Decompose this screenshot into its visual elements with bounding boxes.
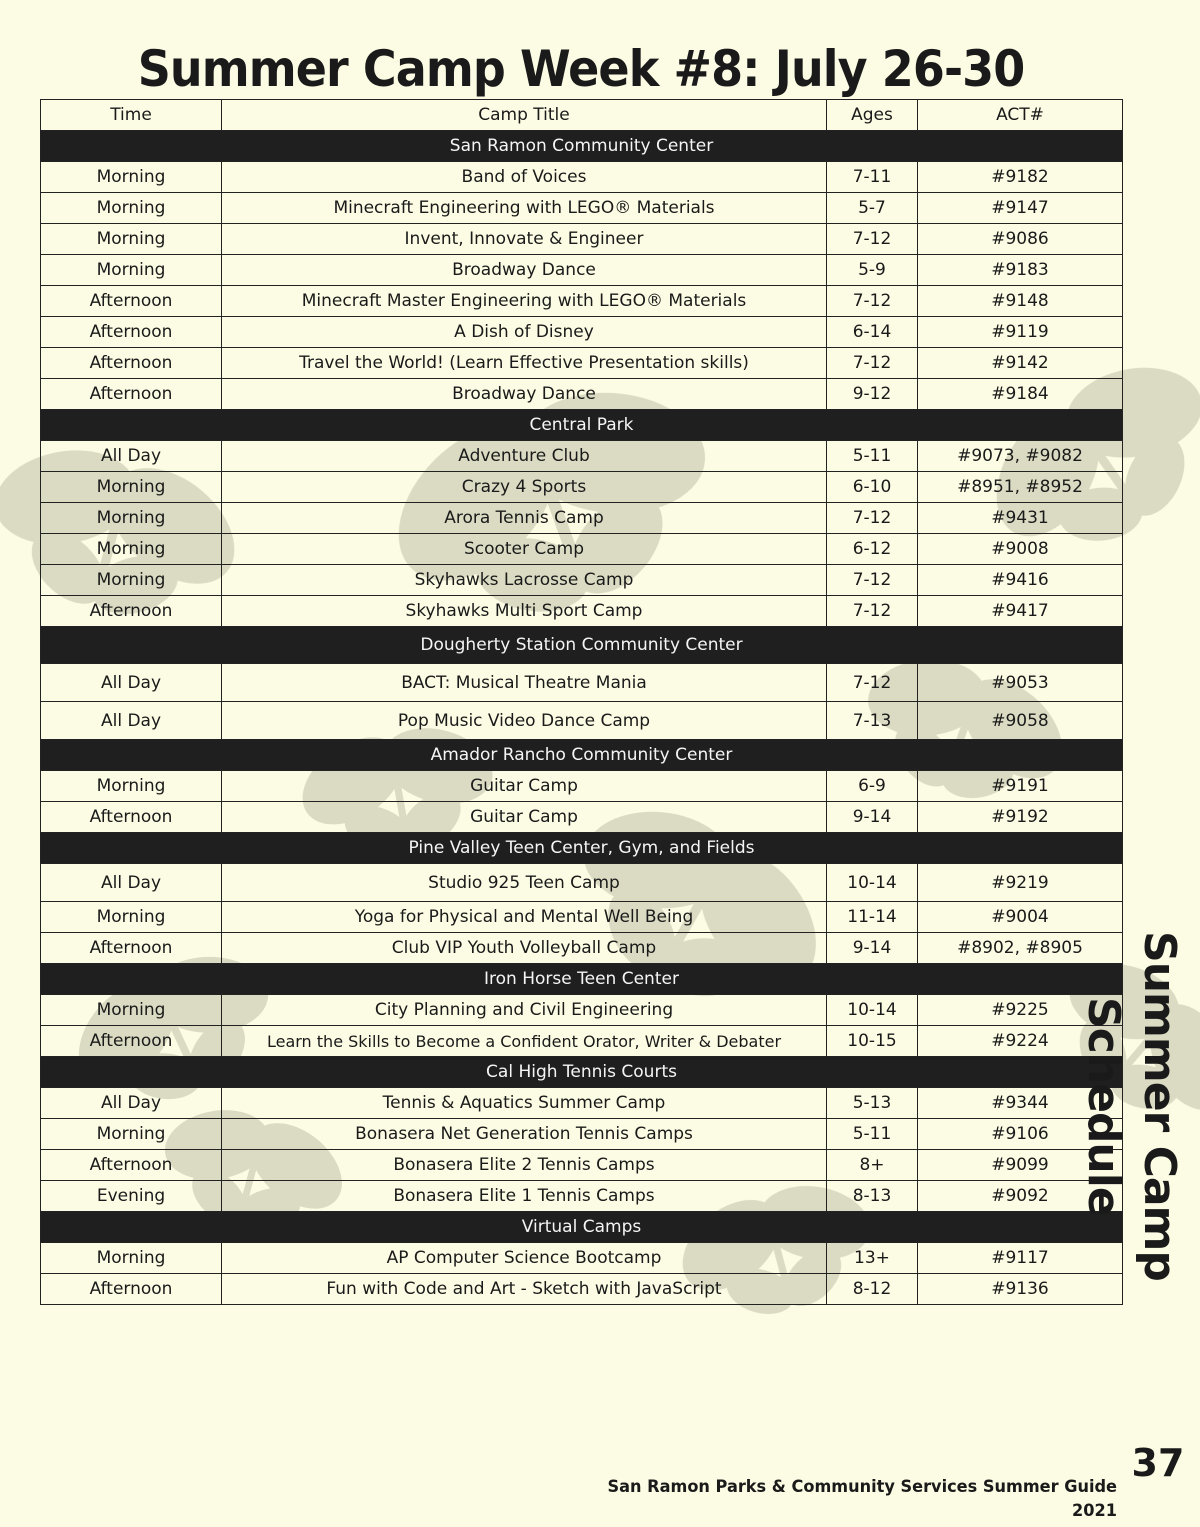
cell-ages: 6-9 — [827, 771, 918, 802]
cell-act-number: #9147 — [918, 193, 1123, 224]
cell-time: Morning — [41, 224, 222, 255]
cell-camp-title: Arora Tennis Camp — [222, 503, 827, 534]
section-title: Central Park — [41, 410, 1123, 441]
section-title: San Ramon Community Center — [41, 131, 1123, 162]
table-row — [41, 162, 1123, 193]
cell-time: Afternoon — [41, 802, 222, 833]
cell-act-number: #9224 — [918, 1026, 1123, 1057]
section-title: Cal High Tennis Courts — [41, 1057, 1123, 1088]
cell-act-number: #9058 — [918, 702, 1123, 740]
cell-time: Afternoon — [41, 596, 222, 627]
table-row — [41, 379, 1123, 410]
cell-time: Afternoon — [41, 1274, 222, 1305]
cell-act-number: #8951, #8952 — [918, 472, 1123, 503]
table-row — [41, 702, 1123, 740]
section-header-row — [41, 131, 1123, 162]
table-row — [41, 224, 1123, 255]
cell-ages: 7-12 — [827, 503, 918, 534]
cell-act-number: #9004 — [918, 902, 1123, 933]
cell-ages: 7-12 — [827, 286, 918, 317]
cell-camp-title: Broadway Dance — [222, 379, 827, 410]
cell-time: Morning — [41, 995, 222, 1026]
cell-time: Afternoon — [41, 1150, 222, 1181]
cell-camp-title: Band of Voices — [222, 162, 827, 193]
cell-camp-title: Bonasera Elite 2 Tennis Camps — [222, 1150, 827, 1181]
cell-ages: 5-9 — [827, 255, 918, 286]
section-title: Dougherty Station Community Center — [41, 627, 1123, 664]
cell-ages: 7-12 — [827, 224, 918, 255]
cell-camp-title: A Dish of Disney — [222, 317, 827, 348]
cell-ages: 8-13 — [827, 1181, 918, 1212]
table-row — [41, 503, 1123, 534]
cell-time: Morning — [41, 255, 222, 286]
page-number: 37 — [1131, 1441, 1185, 1485]
cell-camp-title: Travel the World! (Learn Effective Presentation skills) — [222, 348, 827, 379]
cell-ages: 6-14 — [827, 317, 918, 348]
table-row — [41, 771, 1123, 802]
table-row — [41, 565, 1123, 596]
cell-time: All Day — [41, 664, 222, 702]
table-row — [41, 933, 1123, 964]
cell-time: All Day — [41, 1088, 222, 1119]
cell-ages: 7-13 — [827, 702, 918, 740]
section-header-row — [41, 410, 1123, 441]
cell-time: All Day — [41, 702, 222, 740]
table-row — [41, 1088, 1123, 1119]
cell-camp-title: Skyhawks Lacrosse Camp — [222, 565, 827, 596]
section-header-row — [41, 1212, 1123, 1243]
cell-ages: 7-11 — [827, 162, 918, 193]
cell-act-number: #9053 — [918, 664, 1123, 702]
table-row — [41, 802, 1123, 833]
cell-camp-title: AP Computer Science Bootcamp — [222, 1243, 827, 1274]
cell-camp-title: Fun with Code and Art - Sketch with JavaScript — [222, 1274, 827, 1305]
table-row — [41, 1119, 1123, 1150]
cell-camp-title: Guitar Camp — [222, 802, 827, 833]
cell-ages: 7-12 — [827, 348, 918, 379]
cell-time: Morning — [41, 902, 222, 933]
cell-act-number: #9148 — [918, 286, 1123, 317]
cell-camp-title: Adventure Club — [222, 441, 827, 472]
cell-ages: 5-11 — [827, 441, 918, 472]
table-row — [41, 995, 1123, 1026]
cell-act-number: #9117 — [918, 1243, 1123, 1274]
table-row — [41, 1150, 1123, 1181]
cell-act-number: #9431 — [918, 503, 1123, 534]
section-header-row — [41, 1057, 1123, 1088]
cell-ages: 6-10 — [827, 472, 918, 503]
cell-ages: 9-14 — [827, 802, 918, 833]
cell-camp-title: Invent, Innovate & Engineer — [222, 224, 827, 255]
cell-ages: 9-12 — [827, 379, 918, 410]
section-header-row — [41, 740, 1123, 771]
cell-camp-title: Minecraft Master Engineering with LEGO® Materials — [222, 286, 827, 317]
table-row — [41, 1274, 1123, 1305]
cell-time: Morning — [41, 565, 222, 596]
cell-act-number: #9119 — [918, 317, 1123, 348]
table-row — [41, 864, 1123, 902]
cell-time: All Day — [41, 441, 222, 472]
cell-ages: 11-14 — [827, 902, 918, 933]
column-header-time: Time — [41, 100, 222, 131]
cell-act-number: #9092 — [918, 1181, 1123, 1212]
cell-camp-title: Club VIP Youth Volleyball Camp — [222, 933, 827, 964]
column-header-ages: Ages — [827, 100, 918, 131]
cell-camp-title: Bonasera Elite 1 Tennis Camps — [222, 1181, 827, 1212]
cell-act-number: #9183 — [918, 255, 1123, 286]
cell-ages: 10-14 — [827, 995, 918, 1026]
cell-camp-title: Broadway Dance — [222, 255, 827, 286]
cell-time: All Day — [41, 864, 222, 902]
section-header-row — [41, 833, 1123, 864]
cell-act-number: #9219 — [918, 864, 1123, 902]
cell-camp-title: Guitar Camp — [222, 771, 827, 802]
cell-camp-title: Learn the Skills to Become a Confident Orator, Writer & Debater — [222, 1026, 827, 1057]
cell-act-number: #9106 — [918, 1119, 1123, 1150]
cell-ages: 5-7 — [827, 193, 918, 224]
cell-ages: 6-12 — [827, 534, 918, 565]
cell-time: Evening — [41, 1181, 222, 1212]
table-row — [41, 902, 1123, 933]
table-row — [41, 441, 1123, 472]
cell-act-number: #9099 — [918, 1150, 1123, 1181]
page-title: Summer Camp Week #8: July 26-30 — [137, 40, 1025, 98]
cell-time: Morning — [41, 193, 222, 224]
cell-act-number: #9225 — [918, 995, 1123, 1026]
cell-ages: 8-12 — [827, 1274, 918, 1305]
table-row — [41, 596, 1123, 627]
cell-time: Afternoon — [41, 379, 222, 410]
cell-camp-title: Crazy 4 Sports — [222, 472, 827, 503]
footer-publication-title: San Ramon Parks & Community Services Summer Guide 2021 — [607, 1477, 1117, 1521]
cell-act-number: #9008 — [918, 534, 1123, 565]
table-row — [41, 348, 1123, 379]
cell-ages: 9-14 — [827, 933, 918, 964]
cell-act-number: #9192 — [918, 802, 1123, 833]
cell-act-number: #9191 — [918, 771, 1123, 802]
cell-camp-title: Tennis & Aquatics Summer Camp — [222, 1088, 827, 1119]
table-row — [41, 255, 1123, 286]
cell-ages: 7-12 — [827, 664, 918, 702]
table-row — [41, 664, 1123, 702]
cell-ages: 10-14 — [827, 864, 918, 902]
cell-camp-title: Bonasera Net Generation Tennis Camps — [222, 1119, 827, 1150]
cell-time: Morning — [41, 771, 222, 802]
cell-ages: 10-15 — [827, 1026, 918, 1057]
cell-act-number: #9136 — [918, 1274, 1123, 1305]
cell-act-number: #9142 — [918, 348, 1123, 379]
table-row — [41, 1243, 1123, 1274]
cell-camp-title: Pop Music Video Dance Camp — [222, 702, 827, 740]
cell-act-number: #9417 — [918, 596, 1123, 627]
table-row — [41, 472, 1123, 503]
cell-act-number: #9086 — [918, 224, 1123, 255]
cell-time: Morning — [41, 1243, 222, 1274]
cell-time: Morning — [41, 472, 222, 503]
cell-camp-title: Studio 925 Teen Camp — [222, 864, 827, 902]
cell-time: Morning — [41, 534, 222, 565]
cell-time: Afternoon — [41, 286, 222, 317]
section-title: Virtual Camps — [41, 1212, 1123, 1243]
table-row — [41, 1026, 1123, 1057]
table-header-row — [41, 100, 1123, 131]
section-header-row — [41, 964, 1123, 995]
cell-time: Afternoon — [41, 317, 222, 348]
cell-act-number: #9073, #9082 — [918, 441, 1123, 472]
section-title: Amador Rancho Community Center — [41, 740, 1123, 771]
table-row — [41, 317, 1123, 348]
cell-act-number: #8902, #8905 — [918, 933, 1123, 964]
section-header-row — [41, 627, 1123, 664]
cell-time: Morning — [41, 1119, 222, 1150]
cell-time: Afternoon — [41, 1026, 222, 1057]
cell-ages: 5-11 — [827, 1119, 918, 1150]
column-header-act-number: ACT# — [918, 100, 1123, 131]
table-row — [41, 534, 1123, 565]
cell-act-number: #9184 — [918, 379, 1123, 410]
cell-time: Morning — [41, 162, 222, 193]
cell-act-number: #9182 — [918, 162, 1123, 193]
table-row — [41, 286, 1123, 317]
camp-schedule-table — [40, 99, 1123, 1305]
cell-time: Afternoon — [41, 933, 222, 964]
cell-ages: 7-12 — [827, 596, 918, 627]
cell-ages: 7-12 — [827, 565, 918, 596]
section-title: Iron Horse Teen Center — [41, 964, 1123, 995]
table-row — [41, 193, 1123, 224]
table-row — [41, 1181, 1123, 1212]
cell-camp-title: City Planning and Civil Engineering — [222, 995, 827, 1026]
cell-time: Morning — [41, 503, 222, 534]
cell-ages: 8+ — [827, 1150, 918, 1181]
column-header-camp-title: Camp Title — [222, 100, 827, 131]
cell-time: Afternoon — [41, 348, 222, 379]
cell-act-number: #9416 — [918, 565, 1123, 596]
cell-ages: 5-13 — [827, 1088, 918, 1119]
cell-act-number: #9344 — [918, 1088, 1123, 1119]
cell-camp-title: BACT: Musical Theatre Mania — [222, 664, 827, 702]
section-title: Pine Valley Teen Center, Gym, and Fields — [41, 833, 1123, 864]
cell-camp-title: Skyhawks Multi Sport Camp — [222, 596, 827, 627]
cell-camp-title: Yoga for Physical and Mental Well Being — [222, 902, 827, 933]
cell-camp-title: Scooter Camp — [222, 534, 827, 565]
side-section-title: Summer Camp Schedule — [1078, 931, 1185, 1281]
cell-ages: 13+ — [827, 1243, 918, 1274]
cell-camp-title: Minecraft Engineering with LEGO® Materials — [222, 193, 827, 224]
